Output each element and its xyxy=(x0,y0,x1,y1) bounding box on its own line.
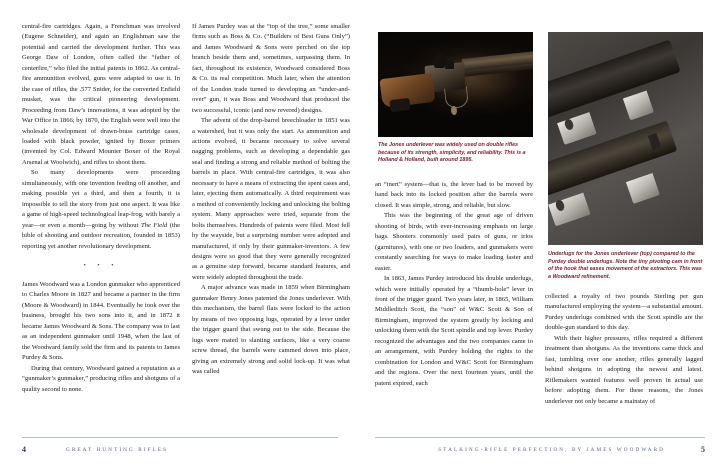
rifle-buttplate-shape xyxy=(390,98,411,112)
footer-left-page xyxy=(22,443,338,459)
figure-caption-underlugs: Underlugs for the Jones underlever (top) compared to the Purdey double underlugs. Note the tiny pivoting cam in front of the hook that eases movement of the extractors. This was a Woodward refinement. xyxy=(548,251,703,280)
paragraph: The advent of the drop-barrel breechloader in 1851 was a watershed, but it was only the start. As ammunition and actions evolved, it became necessary to solve several nagging problems, such as developing a dependable gas seal and finding a strong and reliable method of bolting the barrels in place. With central-fire cartridges, it was also necessary to have a means of extracting the spent cases and, later, ejecting them automatically. A third requirement was a method of conveniently locking and unlocking the bolting system. Many approaches were tried, separate from the bolts themselves. Hundreds of patents were filed. Most fell by the wayside, but a surprising number were adopted and manufactured, if only by their gunmaker-inventors. A few designs were so good that they were generally recognized as a genuine step forward, became standard features, and were widely adopted throughout the trade. xyxy=(192,117,350,281)
paragraph: collected a royalty of two pounds Sterling per gun manufactured employing the system—a substantial amount. Purdey underlugs combined with the Scott spindle are the double-gun standard to this day. xyxy=(545,293,703,332)
paragraph: James Woodward was a London gunmaker who apprenticed to Charles Moore in 1827 and became a partner in the firm (Moore & Woodward) in 1844. Eventually he took over the business, brought his two sons into it, and in 1872 it became James Woodward & Sons. The company was to last as an independent gunmaker until 1948, when the last of the Woodward family sold the firm and its patents to James Purdey & Sons. xyxy=(22,280,180,362)
text-column-3-body xyxy=(375,180,533,389)
footer-right-page xyxy=(375,443,705,459)
running-head-right: STALKING-RIFLE PERFECTION, BY JAMES WOODWARD xyxy=(438,446,665,453)
footer-rule xyxy=(375,437,705,438)
paragraph: In 1863, James Purdey introduced his double underlugs, which were initially operated by a “thumb-hole” lever in front of the trigger guard. Two years later, in 1865, William Middleditch Scott, the “son” of W&C Scott & Son of Birmingham, improved the system greatly by locking and unlocking them with the Scott spindle and top lever. Purdey recognized the advantages and the two companies came to an arrangement, with Purdey holding the rights to the combination for London and W&C Scott for Birmingham and the regions. Over the next fourteen years, until the patent expired, each xyxy=(375,275,533,387)
text-column-4 xyxy=(545,292,703,407)
footer-rule xyxy=(22,437,338,438)
paragraph: If James Purdey was at the “top of the tree,” some smaller firms such as Boss & Co. (“Builders of Best Guns Only”) and James Woodward & Sons were perched on the top branch beside them and, sometimes, surpassing them. In fact, throughout its existence, Woodward considered Boss & Co. its real competition. Much later, when the attention of the London trade turned to developing an “under-and-over” gun, it was Boss and Woodward that produced the two successful, iconic (and now revered) designs. xyxy=(192,23,350,114)
paragraph: an “inert” system—that is, the lever had to be moved by hand back into its locked position after the barrels were closed. It was simple, strong, and reliable, but slow. xyxy=(375,181,533,209)
underlug-shape xyxy=(548,193,591,227)
paragraph: With their higher pressures, rifles required a different treatment than shotguns. As the inventions came thick and fast, tumbling over one another, rifles generally lagged behind shotguns in adopting the newest and latest. Riflemakers wanted features well proven in actual use before adopting them. For these reasons, the Jones underlever not only became a mainstay of xyxy=(545,334,703,405)
running-head-left: GREAT HUNTING RIFLES xyxy=(66,446,169,453)
underlug-shape xyxy=(626,173,660,204)
paragraph: This was the beginning of the great age of driven shooting of birds, with ever-increasing emphasis on large bags. Shooters commonly used pairs of guns, or trios (garnitures), with one or two loaders, and gunmakers were constantly searching for ways to make loading faster and easier. xyxy=(375,212,533,272)
rifle-hammer-shape xyxy=(434,53,445,68)
paragraph: During that century, Woodward gained a reputation as a “gunmaker’s gunmaker,” producing rifles and shotguns of a quality second to none. xyxy=(22,364,180,393)
text-column-1 xyxy=(22,22,180,395)
text-column-2 xyxy=(192,22,350,377)
section-break-dots: • • • xyxy=(83,261,119,269)
figure-caption-jones-underlever: The Jones underlever was widely used on double rifles because of its strength, simplicity, and reliability. This is a Holland & Holland, built around 1895. xyxy=(378,142,526,164)
figure-jones-underlever-rifle xyxy=(378,32,533,137)
figure-underlugs-comparison xyxy=(548,32,703,245)
underlug-shape xyxy=(622,90,653,120)
page-number-right: 5 xyxy=(701,445,705,454)
underlug-shape xyxy=(558,112,598,145)
rifle-trigger-guard-shape xyxy=(444,85,469,108)
paragraph: central-fire cartridges. Again, a Frenchman was involved (Eugene Schneider), and again an Englishman saw the potential and carried the development further. This was George Daw of London, often called the “father of centerfire,” who filed the initial patents in 1862. As central-fire ammunition evolved, guns were adapted to use it. In the case of rifles, the .577 Snider, for the converted Enfield musket, was the critical pioneering development. Proceeding from Daw’s innovations, it was adopted by the War Office in 1866; by 1870, the English were well into the wholesale development of drawn-brass cartridge cases, loaded with black powder, ignited by Boxer primers (invented by Col. Edward Mounier Boxer of the Royal Arsenal at Woolwich), and rifles to shoot them. xyxy=(22,23,180,166)
paragraph: A major advance was made in 1859 when Birmingham gunmaker Henry Jones patented the Jones underlever. With this mechanism, the barrel flats were locked to the action by means of two opposing lugs, operated by a lever under the trigger guard that swung out to the side. Because the lugs were mated to slanting surfaces, like a very coarse screw thread, the barrels were cammed down into place, giving an extremely strong and solid lock-up. It was what was called xyxy=(192,284,350,375)
paragraph: So many developments were proceeding simultaneously, with one invention feeding off another, and making possible yet a third, and then a fourth, it is impossible to tell the story from just one aspect. It was like a game of high-speed technological leap-frog, with barely a year—or even a month—going by without The Field (the bible of shooting and outdoor recreation, founded in 1853) reporting yet another revolutionary development. xyxy=(22,169,180,250)
upper-barrel-shape xyxy=(548,40,680,119)
page-number-left: 4 xyxy=(22,445,26,454)
